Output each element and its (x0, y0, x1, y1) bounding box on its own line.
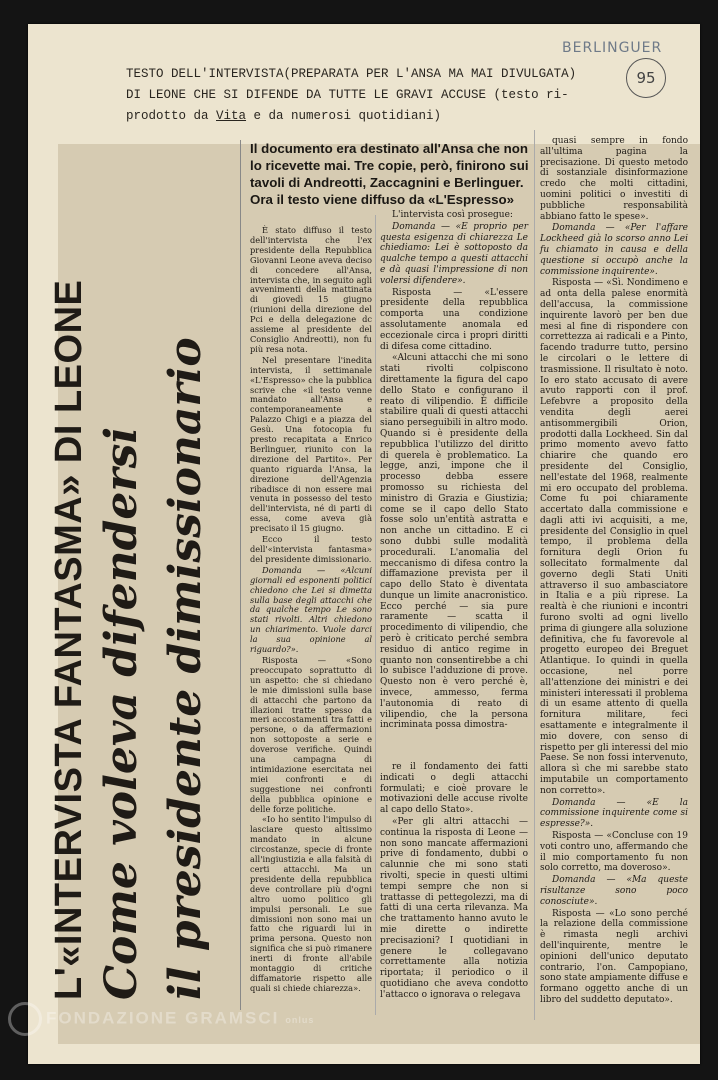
paragraph: «Alcuni attacchi che mi sono stati rivolti colpiscono direttamente la figura del capo dello Stato e configurano il reato di vilipendio. È difficile stabilire quali di questi attacchi siano perseguibili in altro modo. Quando si è presidente della repubblica l'utilizzo del diritto di querela è problematico. La legge, anzi, impone che il processo debba essere promosso su richiesta del ministro di Grazia e Giustizia; come se il capo dello Stato fosse solo un'entità astratta e non anche un cittadino. E ci sono dubbi sulle modalità procedurali. L'anomalia del meccanismo di difesa contro la diffamazione prevista per il capo dello Stato è diventata dunque un limite anacronistico. Ecco perché — sia pure raramente — scatta il procedimento di vilipendio, che però è criticato perché sembra residuo di antico regime in quanto non consentirebbe a chi lo subisce l'adduzione di prove. Questo non è vero perché è, invece, ammesso, ferma l'autonomia di reato di vilipendio, che la persona incriminata possa dimostra- (380, 353, 528, 731)
article-lead: Il documento era destinato all'Ansa che non lo ricevette mai. Tre copie, però, finirono sui tavoli di Andreotti, Zaccagnini e Berlinguer. Ora il testo viene diffuso da «L'Espresso» (250, 141, 529, 207)
paragraph: Nel presentare l'inedita intervista, il settimanale «L'Espresso» che la pubblica scrive che «il testo venne mandato all'Ansa e contemporaneamente a Palazzo Chigi e a piazza del Gesù. Una fotocopia fu presto recapitata a Enrico Berlinguer, riunito con la direzione del Partito». Per quanto riguarda l'Ansa, la direzione dell'Agenzia ribadisce di non essere mai venuta in possesso del testo dell'intervista, né di parti di essa, come aveva già precisato il 15 giugno. (250, 354, 372, 534)
header-line-1: TESTO DELL'INTERVISTA(PREPARATA PER L'ANSA MA MAI DIVULGATA) (126, 67, 577, 81)
paragraph: re il fondamento dei fatti indicati o degli attacchi formulati; e cioè provare le motivazioni delle accuse rivolte al capo dello Stato». (380, 762, 528, 816)
paragraph: Domanda — «Alcuni giornali ed esponenti politici chiedono che Lei si dimetta sulla base degli attacchi che da qualche tempo Le sono stati rivolti. Altri chiedono un chiarimento. Vuole darci la sua opinione al riguardo?». (250, 564, 372, 655)
headline-divider (240, 140, 241, 1010)
article-column-3 (540, 136, 688, 1007)
typed-header (126, 64, 646, 127)
pencil-annotation: BERLINGUER (562, 40, 663, 56)
paragraph: «Io ho sentito l'impulso di lasciare questo altissimo mandato in alcune circostanze, specie di fronte all'ingiustizia e alla falsità di certi attacchi. Ma un presidente della repubblica deve controllare più d'ogni altro uomo politico gli impulsi personali. Le sue dimissioni non sono mai un fatto che riguardi lui in prima persona. Questo non significa che si può rimanere inerti di fronte all'abile montaggio di critiche diffamatorie rispetto alle quali si chiede chiarezza». (250, 814, 372, 993)
article-column-2 (380, 210, 528, 732)
headline-title-line-2: il presidente dimissionario (160, 337, 211, 1000)
header-line-2: DI LEONE CHE SI DIFENDE DA TUTTE LE GRAVI ACCUSE (testo ri- (126, 88, 569, 102)
paragraph: Domanda — «Per l'affare Lockheed già lo scorso anno Lei fu chiamato in causa e della questione si occupò anche la commissione inquirente». (540, 223, 688, 277)
vita-underlined: Vita (216, 109, 247, 123)
header-line-3: prodotto da Vita e da numerosi quotidiani) (126, 109, 442, 123)
column-divider (375, 215, 376, 1015)
paragraph: Risposta — «L'essere presidente della repubblica comporta una condizione assolutamente anomala ed eccezionale circa i propri diritti di difesa come cittadino. (380, 287, 528, 352)
gramsci-logo-icon (8, 1002, 42, 1036)
headline-kicker: L'«INTERVISTA FANTASMA» DI LEONE (48, 279, 90, 1000)
column-divider (534, 130, 535, 1020)
fondazione-gramsci-watermark: FONDAZIONE GRAMSCI onlus (8, 1002, 314, 1036)
paragraph: Risposta — «Lo sono perché la relazione della commissione è rimasta negli archivi dell'inquirente, mentre le opinioni dell'unico deputato contrario, l'on. Campopiano, sono state ampiamente diffuse e formano oggetto anche di un libro del suddetto deputato». (540, 908, 688, 1005)
paragraph: Domanda — «E la commissione inquirente come si espresse?». (540, 797, 688, 830)
article-column-2-continued (380, 762, 528, 1002)
paragraph: Domanda — «E proprio per questa esigenza di chiarezza Le chiediamo: Lei è sottoposto da qualche tempo a questi attacchi e dà quasi l'impressione di non volersi difendere». (380, 221, 528, 286)
paragraph: Risposta — «Sono preoccupato soprattutto di un aspetto: che si chiedano le mie dimissioni sulla base di attacchi che partono da illazioni tratte spesso da meri accostamenti tra fatti e persone, o da affermazioni non sottoposte a serie e doverose verifiche. Quindi una campagna di intimidazione esercitata nei miei confronti e di suggestione nei confronti della pubblica opinione e delle forze politiche. (250, 654, 372, 814)
paragraph: È stato diffuso il testo dell'intervista che l'ex presidente della Repubblica Giovanni Leone aveva deciso di concedere all'Ansa, intervista che, in seguito agli avvenimenti della mattinata di giovedì 15 giugno (riunioni della direzione del Pci e della delegazione dc assieme al presidente del Consiglio Andreotti), non fu più resa nota. (250, 225, 372, 354)
paragraph: Ecco il testo dell'«intervista fantasma» del presidente dimissionario. (250, 534, 372, 564)
paragraph: quasi sempre in fondo all'ultima pagina la precisazione. Di questo metodo di sostanziale disinformazione credo che molti cittadini, uomini politici o investiti di pubbliche responsabilità abbiano fatto le spese». (540, 136, 688, 222)
paragraph: «Per gli altri attacchi — continua la risposta di Leone — non sono mancate affermazioni prive di fondamento, dubbi o calunnie che mi sono stati rivolti, specie in questi ultimi tempi sempre che non si trattasse di pettegolezzi, ma di fatti di una certa rilevanza. Ma che trattamento hanno avuto le mie dirette o indirette precisazioni? I quotidiani in genere le collegavano correttamente alla notizia riportata; il periodico o il quotidiano che aveva condotto l'attacco o ignorava o relegava (380, 816, 528, 1000)
paragraph: Risposta — «Sì. Nondimeno e ad onta della palese enormità dell'accusa, la commissione inquirente lavorò per ben due mesi al fine di rispondere con correttezza ai radicali e a Pinto, facendo tradurre tutto, persino le circolari o le lettere di trasmissione. Il risultato è noto. Io ero stato accusato di avere avuto rapporti con il prof. Lefebvre a proposito della vendita degli aerei antisommergibili Orion, prodotti dalla Lockheed. Sin dal primo momento avevo fatto chiarire che quando ero presidente del Consiglio, nell'estate del 1968, realmente mi ero occupato del problema. Come fu poi chiaramente accertato dalla commissione e dagli atti ivi acquisiti, a me, presidente del Consiglio in quel tempo, il problema della fornitura degli Orion fu sollecitato formalmente dal governo degli Stati Uniti attraverso il suo ambasciatore in Italia e a più riprese. La realtà è che riunioni e incontri furono svolti ad ogni livello prima di giungere alla soluzione definitiva, che fu favorevole al progetto europeo dei Breguet Atlantique. Io quindi in quella occasione, nel porre all'attenzione dei ministri e dei ministeri interessati il problema di un esame attento di quella fornitura militare, feci esattamente e integralmente il mio dovere, con senso di rispetto per gli interessi del mio Paese. Se non fossi intervenuto, allora sì che mi sarebbe stato imputabile un comportamento non corretto». (540, 278, 688, 796)
paragraph: L'intervista così prosegue: (392, 210, 513, 220)
headline-title-line-1: Come voleva difendersi (96, 426, 147, 1000)
paragraph: Domanda — «Ma queste risultanze sono poco conosciute». (540, 875, 688, 907)
paragraph: Risposta — «Concluse con 19 voti contro uno, affermando che il mio comportamento fu non solo corretto, ma doveroso». (540, 831, 688, 874)
page-number-circle: 95 (626, 58, 666, 98)
article-column-1 (250, 226, 372, 995)
